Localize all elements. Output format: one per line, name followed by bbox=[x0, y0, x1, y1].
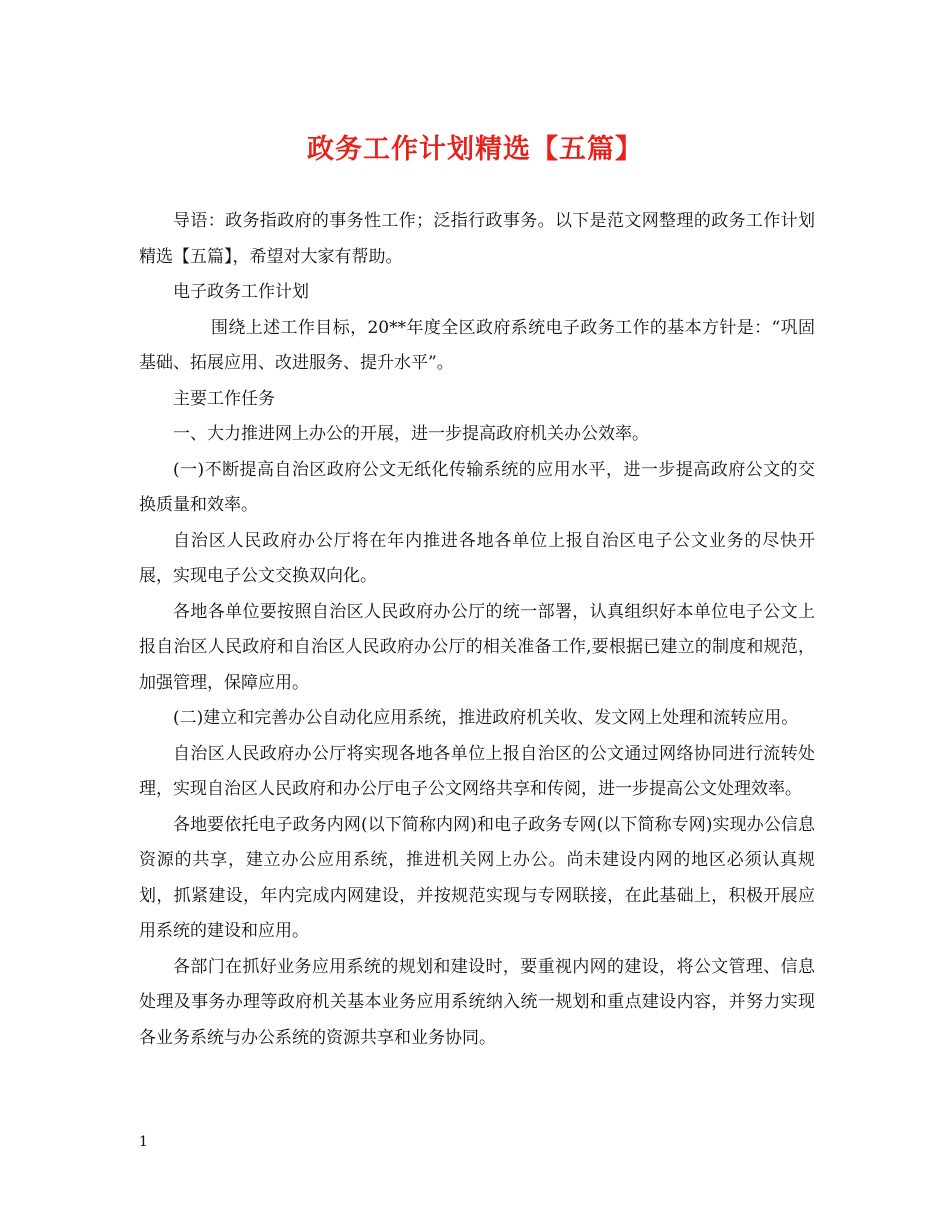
body-paragraph: 自治区人民政府办公厅将实现各地各单位上报自治区的公文通过网络协同进行流转处理，实现自治区人民政府和办公厅电子公文网络共享和传阅，进一步提高公文处理效率。 bbox=[139, 743, 815, 799]
section-heading: 电子政务工作计划 bbox=[173, 282, 309, 302]
intro-paragraph: 导语：政务指政府的事务性工作；泛指行政事务。以下是范文网整理的政务工作计划精选【五篇】，希望对大家有帮助。 bbox=[139, 211, 815, 267]
body-paragraph: 各地各单位要按照自治区人民政府办公厅的统一部署，认真组织好本单位电子公文上报自治区人民政府和自治区人民政府办公厅的相关准备工作,要根据已建立的制度和规范，加强管理，保障应用。 bbox=[139, 601, 815, 693]
body-paragraph: 各地要依托电子政务内网(以下简称内网)和电子政务专网(以下简称专网)实现办公信息资源的共享，建立办公应用系统，推进机关网上办公。尚未建设内网的地区必须认真规划，抓紧建设，年内完成内网建设，并按规范实现与专网联接，在此基础上，积极开展应用系统的建设和应用。 bbox=[139, 814, 815, 941]
body-paragraph: 自治区人民政府办公厅将在年内推进各地各单位上报自治区电子公文业务的尽快开展，实现电子公文交换双向化。 bbox=[139, 530, 815, 586]
section-heading: 主要工作任务 bbox=[173, 388, 275, 409]
body-paragraph: (二)建立和完善办公自动化应用系统，推进政府机关收、发文网上处理和流转应用。 bbox=[173, 708, 799, 728]
document-body bbox=[139, 204, 815, 1056]
document-title: 政务工作计划精选【五篇】 bbox=[307, 134, 643, 165]
body-paragraph: 各部门在抓好业务应用系统的规划和建设时，要重视内网的建设，将公文管理、信息处理及事务办理等政府机关基本业务应用系统纳入统一规划和重点建设内容，并努力实现各业务系统与办公系统的资源共享和业务协同。 bbox=[139, 956, 815, 1048]
body-paragraph: 一、大力推进网上办公的开展，进一步提高政府机关办公效率。 bbox=[173, 424, 649, 444]
page-number: 1 bbox=[139, 1134, 148, 1150]
body-paragraph: (一)不断提高自治区政府公文无纸化传输系统的应用水平，进一步提高政府公文的交换质量和效率。 bbox=[139, 459, 815, 515]
body-paragraph: 围绕上述工作目标，20**年度全区政府系统电子政务工作的基本方针是：“巩固基础、拓展应用、改进服务、提升水平”。 bbox=[139, 317, 815, 373]
